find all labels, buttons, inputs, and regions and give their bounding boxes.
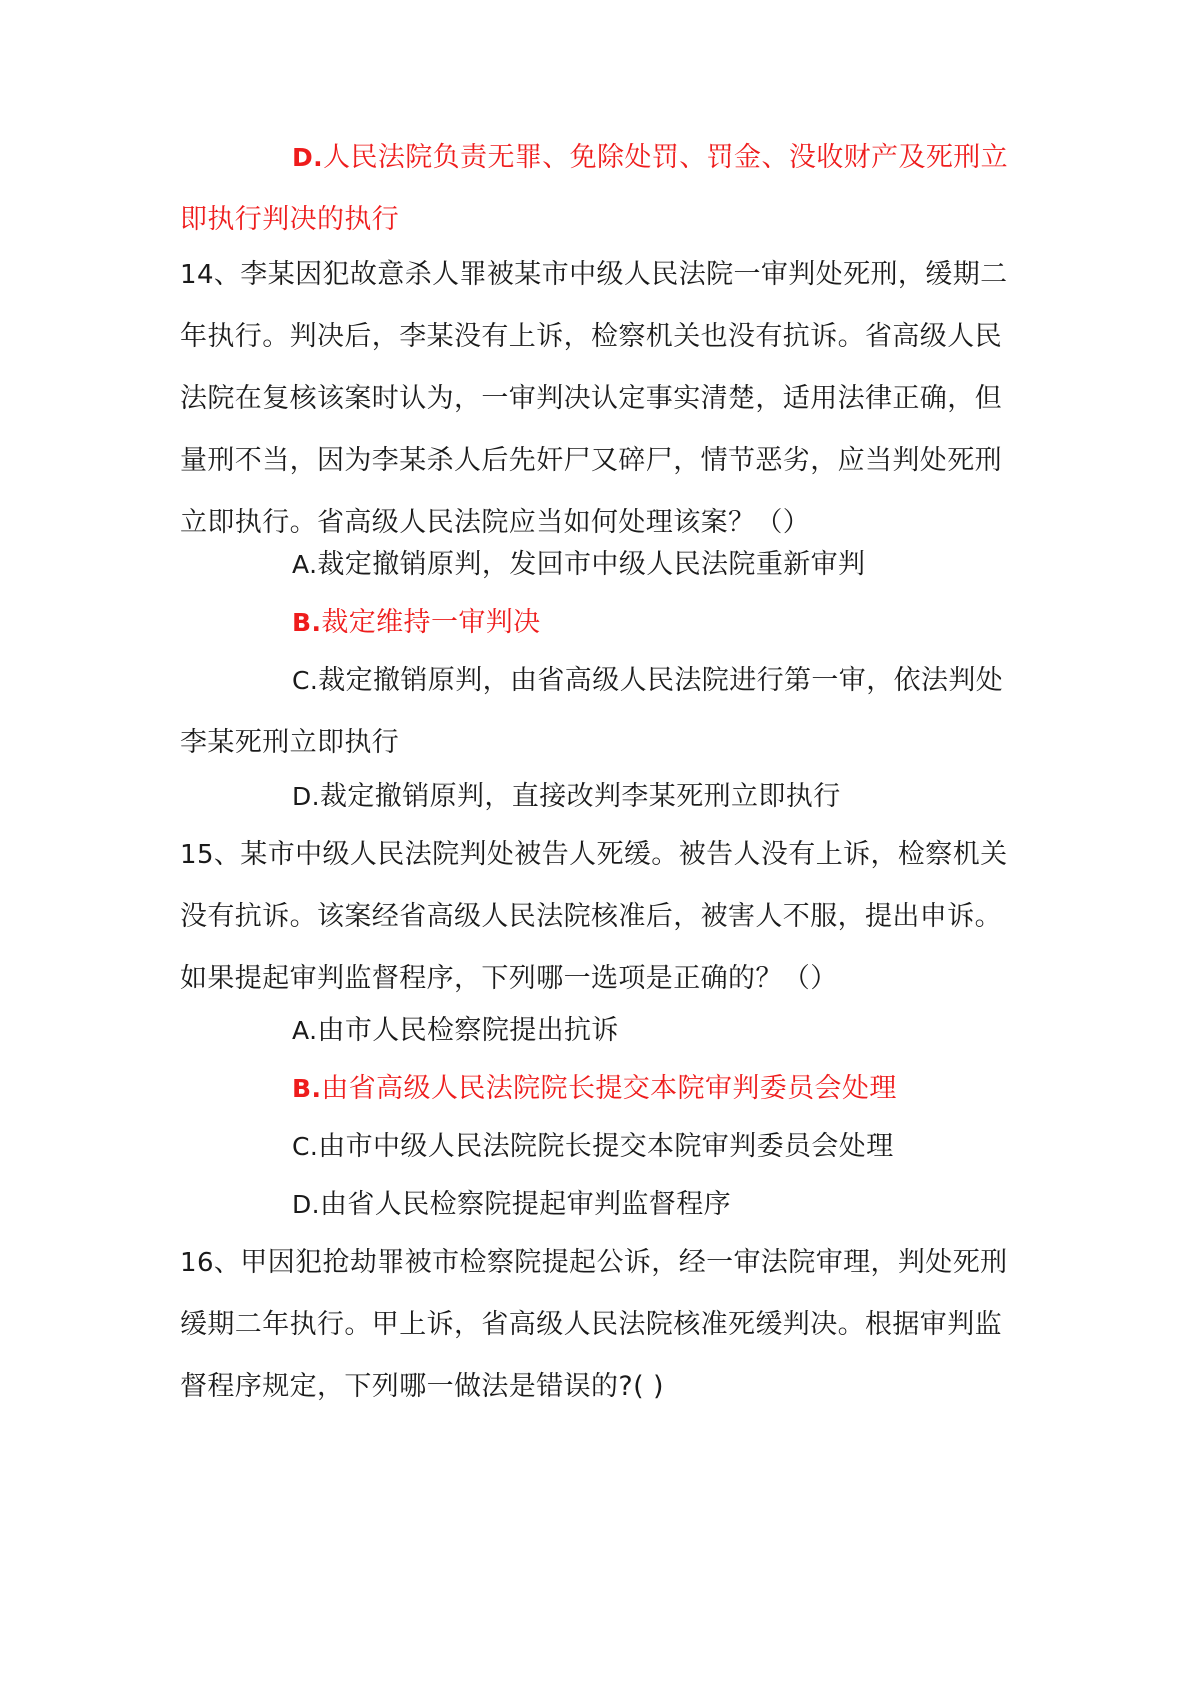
q15-option-b	[180, 1058, 1014, 1120]
q15-option-a	[180, 1000, 1014, 1062]
prev-option-d	[180, 127, 1014, 251]
question-16	[180, 1232, 1014, 1418]
question-number: 16、	[180, 1248, 241, 1278]
question-number: 14、	[180, 260, 241, 290]
option-label: B.	[292, 608, 322, 637]
option-text: 由市中级人民法院院长提交本院审判委员会处理	[318, 1131, 894, 1162]
option-text: 裁定撤销原判，由省高级人民法院进行第一审，依法判处李某死刑立即执行	[180, 665, 1004, 758]
option-label: C.	[292, 1132, 319, 1161]
q14-option-d	[180, 766, 1014, 828]
option-text: 由省高级人民法院院长提交本院审判委员会处理	[321, 1073, 897, 1104]
option-text: 裁定撤销原判，直接改判李某死刑立即执行	[320, 781, 841, 812]
q14-option-b	[180, 592, 1014, 654]
q14-option-c	[180, 650, 1014, 774]
question-14	[180, 244, 1014, 554]
question-text: 李某因犯故意杀人罪被某市中级人民法院一审判处死刑，缓期二年执行。判决后，李某没有上诉，检察机关也没有抗诉。省高级人民法院在复核该案时认为，一审判决认定事实清楚，适用法律正确，但量刑不当，因为李某杀人后先奸尸又碎尸，情节恶劣，应当判处死刑立即执行。省高级人民法院应当如何处理该案？（）	[180, 259, 1008, 538]
option-label: D.	[292, 143, 324, 172]
option-label: D.	[292, 1190, 320, 1219]
option-label: A.	[292, 1016, 318, 1045]
question-text: 某市中级人民法院判处被告人死缓。被告人没有上诉，检察机关没有抗诉。该案经省高级人民法院核准后，被害人不服，提出申诉。如果提起审判监督程序，下列哪一选项是正确的？（）	[180, 839, 1008, 994]
option-text: 由市人民检察院提出抗诉	[317, 1015, 619, 1046]
option-label: C.	[292, 666, 319, 695]
option-label: B.	[292, 1074, 322, 1103]
question-text: 甲因犯抢劫罪被市检察院提起公诉，经一审法院审理，判处死刑缓期二年执行。甲上诉，省高级人民法院核准死缓判决。根据审判监督程序规定，下列哪一做法是错误的?( )	[180, 1247, 1008, 1402]
option-text: 由省人民检察院提起审判监督程序	[320, 1189, 731, 1220]
option-text: 裁定维持一审判决	[321, 607, 541, 638]
option-text: 人民法院负责无罪、免除处罚、罚金、没收财产及死刑立即执行判决的执行	[180, 142, 1009, 235]
q15-option-c	[180, 1116, 1014, 1178]
option-label: D.	[292, 782, 320, 811]
q14-option-a	[180, 534, 1014, 596]
q15-option-d	[180, 1174, 1014, 1236]
option-text: 裁定撤销原判，发回市中级人民法院重新审判	[317, 549, 866, 580]
question-15	[180, 824, 1014, 1010]
question-number: 15、	[180, 840, 241, 870]
option-label: A.	[292, 550, 318, 579]
